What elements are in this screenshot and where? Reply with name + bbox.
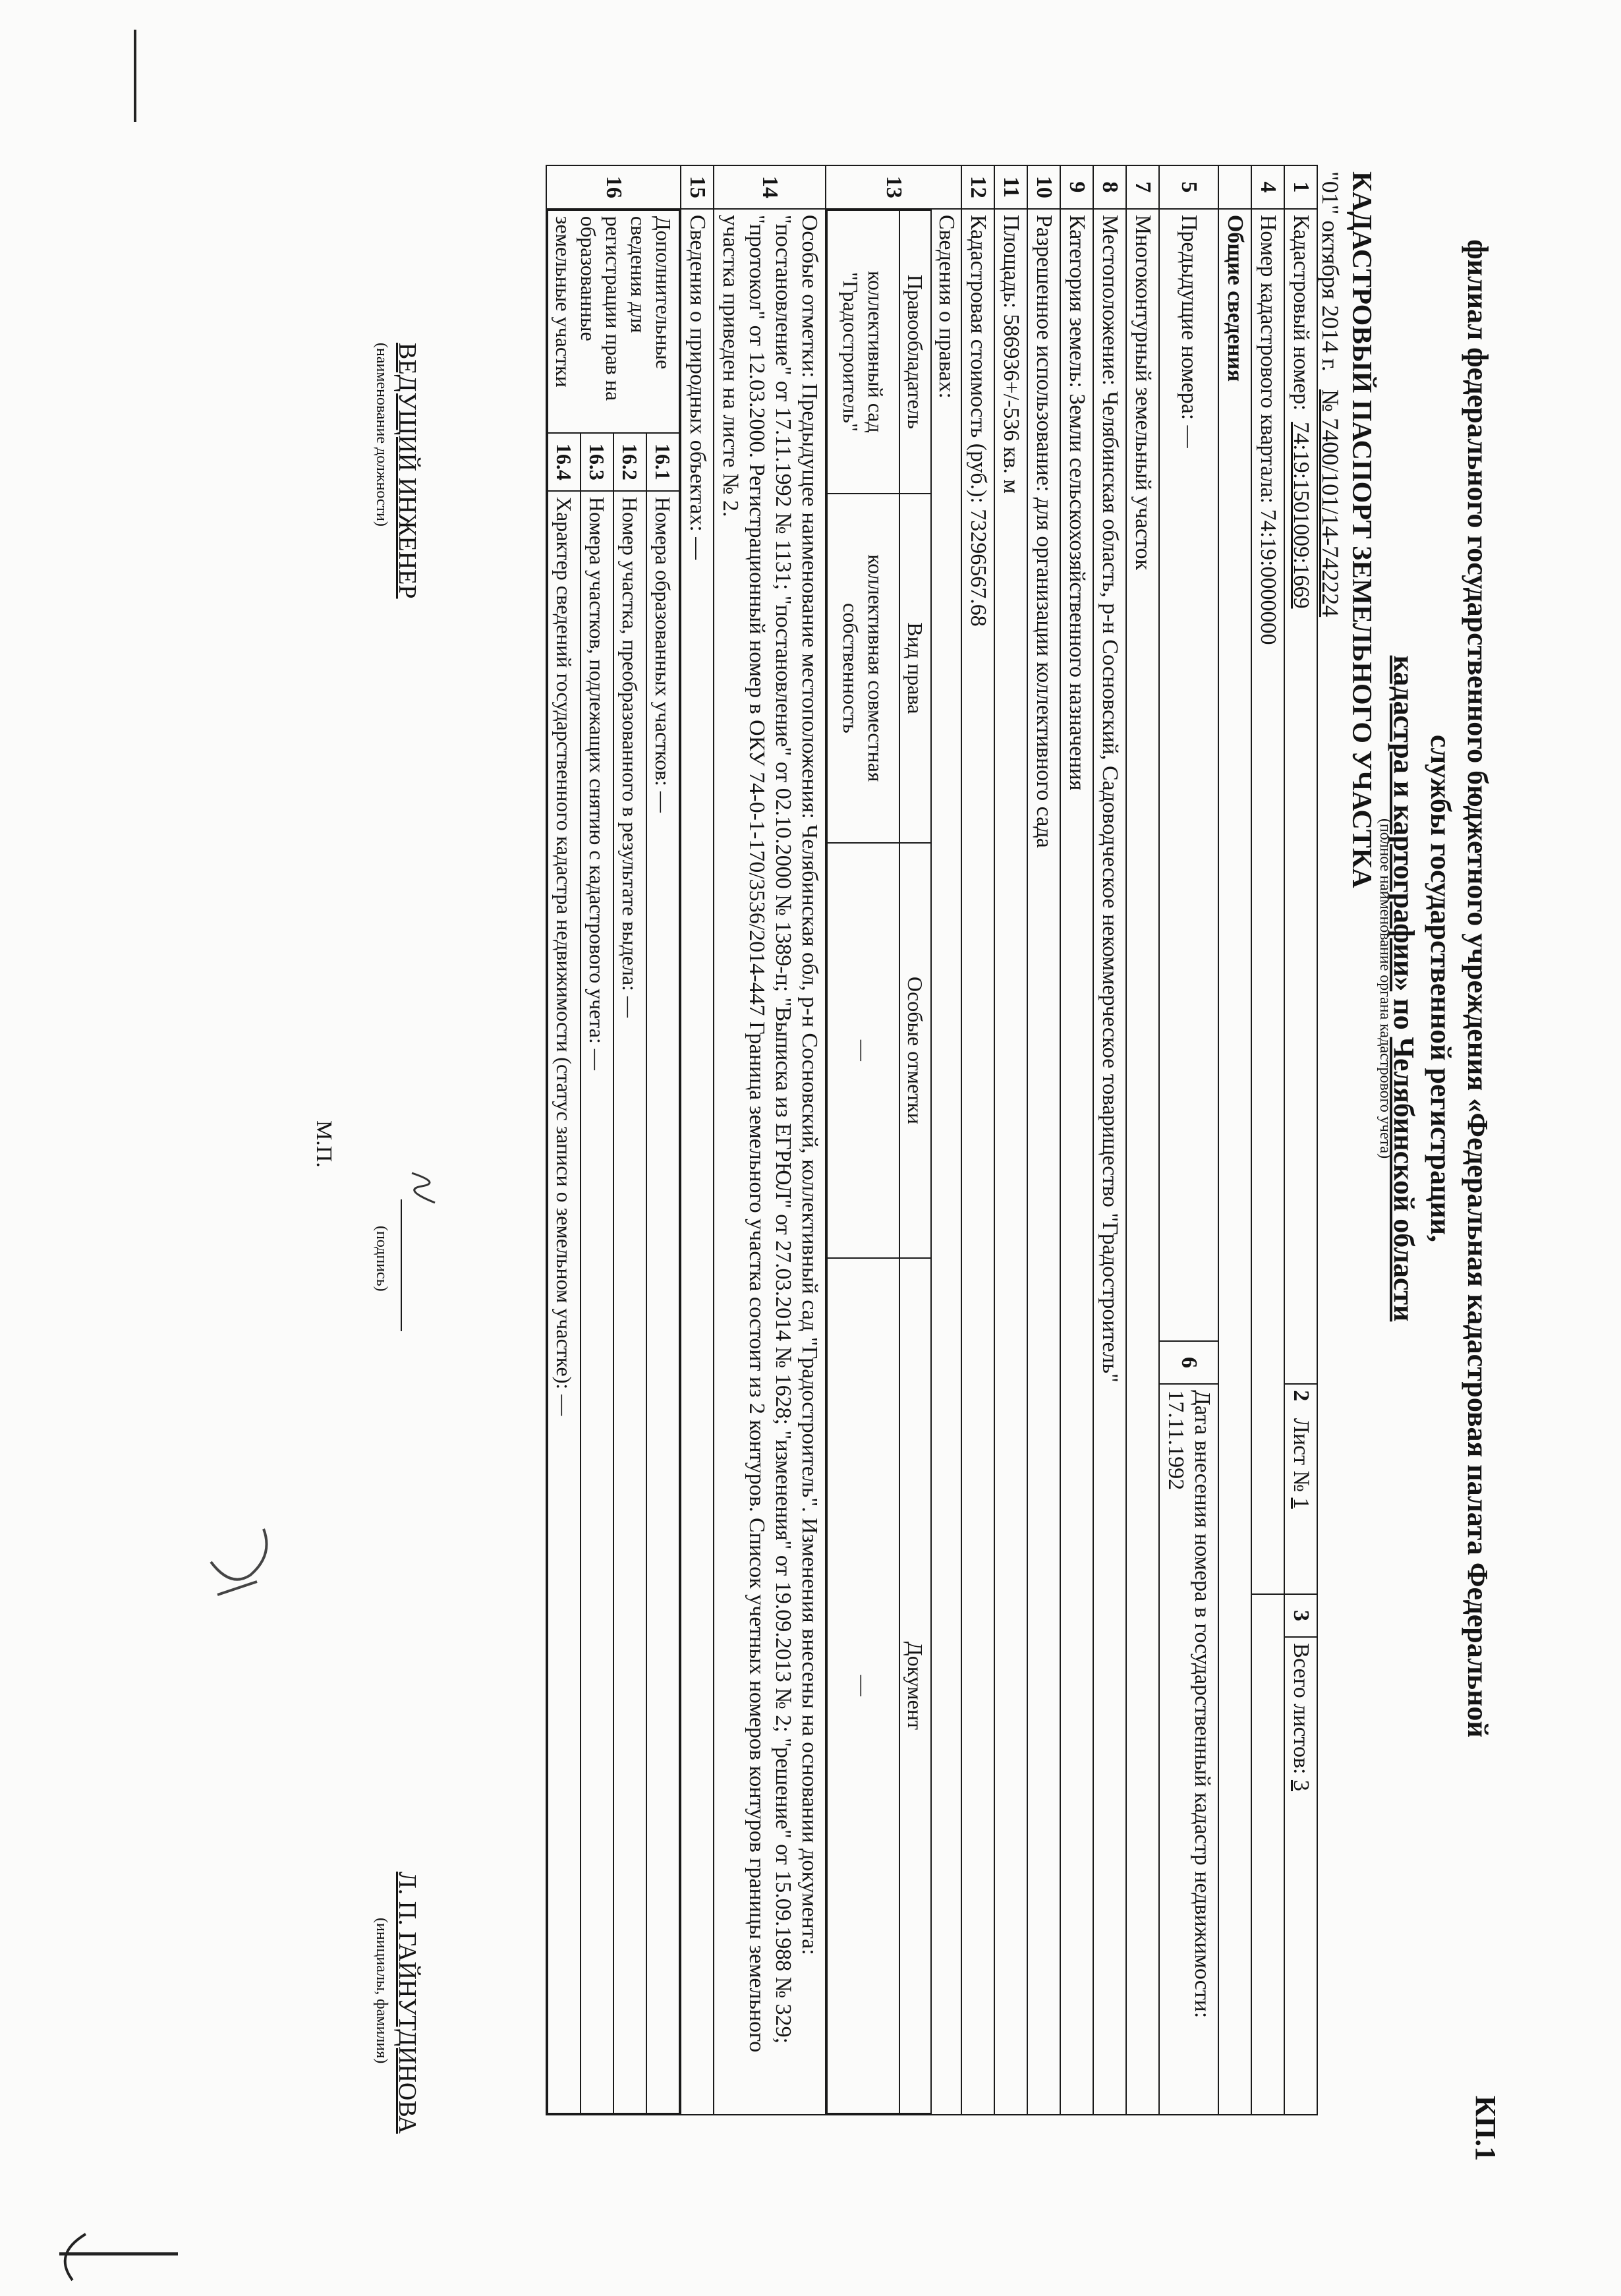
subrow-number: 16.2	[613, 433, 646, 491]
cadastral-number-value: 74:19:1501009:1669	[1289, 422, 1313, 609]
subrow-number: 16.1	[646, 433, 679, 491]
cadastral-number-cell	[1284, 209, 1317, 1385]
empty-cell	[1218, 165, 1251, 209]
subrow-label: Характер сведений государственного кадастра недвижимости (статус записи о земельном участке):	[552, 496, 576, 1390]
row-number: 11	[994, 165, 1027, 209]
rights-header: Документ	[899, 1258, 931, 2113]
previous-numbers	[1159, 209, 1218, 1341]
permitted-use: Разрешенное использование: для организации коллективного сада	[1027, 209, 1060, 2115]
cadastral-number-label: Кадастровый номер:	[1289, 214, 1313, 411]
dash: —	[1177, 425, 1201, 448]
sheet-value: 1	[1289, 1497, 1313, 1509]
row-number: 8	[1093, 165, 1126, 209]
table-row	[961, 165, 994, 2115]
subrow-text	[646, 491, 679, 2113]
table-row	[1060, 165, 1093, 2115]
table-row	[994, 165, 1027, 2115]
table-row	[1093, 165, 1126, 2115]
signature-scribble-icon	[402, 1166, 448, 1206]
previous-numbers-label: Предыдущие номера:	[1177, 214, 1201, 420]
total-sheets-cell	[1284, 1637, 1317, 2115]
natural-objects	[681, 209, 714, 2115]
subrow-number: 16.3	[581, 433, 613, 491]
table-row	[1284, 165, 1317, 2115]
table-row	[1251, 165, 1284, 2115]
quarter-number: Номер кадастрового квартала: 74:19:0000000	[1251, 209, 1284, 1594]
rights-header: Правообладатель	[899, 210, 931, 494]
dash: —	[552, 1394, 576, 1416]
row-number: 13	[826, 165, 961, 209]
special-notes: Особые отметки: Предыдущее наименование местоположения: Челябинская обл, р-н Сосновский, коллективный сад "Градостроитель". Изменения внесены на основании документа: "постановление" от 17.11.1992 № 1131; "постановление" от 02.10.2000 № 1389-п; "Выписка из ЕГРЮЛ" от 27.03.2014 № 1628; "изменения" от 19.09.2013 № 2; "решение" от 15.09.1988 № 329; "протокол" от 12.03.2000. Регистрационный номер в ОКУ 74-0-1-170/3536/2014-447 Граница земельного участка состоит из 2 контуров. Список учетных номеров контуров границы земельного участка приведен на листе № 2.	[714, 209, 826, 2115]
document-date	[1317, 171, 1344, 617]
subrow-text	[548, 491, 581, 2113]
dash: —	[618, 996, 642, 1018]
additional-info-table	[547, 210, 680, 2114]
row-number: 14	[714, 165, 826, 209]
subrow-label: Номер участка, преобразованного в результате выдела:	[618, 496, 642, 991]
sheet-number-cell	[1284, 1384, 1317, 1593]
signature-line	[401, 1199, 402, 1331]
signer-name-caption: (инициалы, фамилия)	[373, 1918, 390, 2064]
subrow-number: 16.4	[548, 433, 581, 491]
passport-table	[546, 165, 1318, 2115]
registration-date: Дата внесения номера в государственный кадастр недвижимости: 17.11.1992	[1159, 1384, 1218, 2115]
total-sheets-value: 3	[1289, 1779, 1313, 1791]
rights-cell	[826, 209, 961, 2115]
table-row	[1218, 165, 1251, 2115]
dash: —	[585, 1048, 609, 1070]
edge-mark-icon	[125, 26, 145, 125]
area: Площадь: 586936+/-536 кв. м	[994, 209, 1027, 2115]
table-row	[714, 165, 826, 2115]
multicontour-note: Многоконтурный земельный участок	[1126, 209, 1159, 2115]
row-number: 9	[1060, 165, 1093, 209]
location: Местоположение: Челябинская область, р-н Сосновский, Садоводческое некоммерческое товарищество "Градостроитель"	[1093, 209, 1126, 2115]
row-number: 5	[1159, 165, 1218, 209]
empty-cell	[1251, 1594, 1284, 2115]
subrow-label: Номера образованных участков:	[651, 496, 675, 786]
signer-position-caption: (наименование должности)	[373, 343, 390, 527]
stamp-place: М.П.	[312, 1120, 336, 1168]
dash: —	[685, 537, 710, 560]
right-type: коллективная совместная собственность	[827, 494, 899, 843]
sheet-label: Лист №	[1289, 1418, 1313, 1493]
rights-heading: Сведения о правах:	[934, 214, 959, 399]
row-number: 12	[961, 165, 994, 209]
rights-holder: коллективный сад "Градостроитель"	[827, 210, 899, 494]
signer-position: ВЕДУЩИЙ ИНЖЕНЕР	[393, 343, 421, 599]
table-row	[826, 165, 961, 2115]
agency-name	[1385, 198, 1496, 1779]
row-number: 4	[1251, 165, 1284, 209]
natural-objects-label: Сведения о природных объектах:	[685, 214, 710, 532]
row-number: 6	[1159, 1341, 1218, 1385]
row-number: 1	[1284, 165, 1317, 209]
binder-mark-icon	[53, 2227, 185, 2287]
additional-info-cell	[546, 209, 681, 2115]
handwritten-mark-icon	[198, 1516, 277, 1608]
total-sheets-label: Всего листов:	[1289, 1643, 1313, 1775]
doc-code: КП.1	[1469, 2096, 1502, 2162]
subrow-label: Номера участков, подлежащих снятию с кадастрового учета:	[585, 496, 609, 1044]
table-row	[681, 165, 714, 2115]
document-title: КАДАСТРОВЫЙ ПАСПОРТ ЗЕМЕЛЬНОГО УЧАСТКА	[1346, 171, 1377, 888]
signer-name: Л. П. ГАЙНУТДИНОВА	[393, 1872, 421, 2134]
row-number: 3	[1284, 1594, 1317, 1638]
agency-line-2a: кадастра и картографии»	[1388, 655, 1420, 992]
row-number: 2	[1289, 1390, 1313, 1402]
section-heading: Общие сведения	[1218, 209, 1251, 2115]
rights-notes: —	[827, 843, 899, 1258]
additional-info-label: Дополнительные сведения для регистрации прав на образованные земельные участки	[548, 210, 679, 433]
subrow-text	[613, 491, 646, 2113]
agency-caption: (полное наименование органа кадастрового учета)	[1377, 818, 1394, 1159]
cadastral-value: Кадастровая стоимость (руб.): 73296567.68	[961, 209, 994, 2115]
row-number: 15	[681, 165, 714, 209]
signature-caption: (подпись)	[373, 1226, 390, 1292]
agency-region: Челябинской области	[1388, 1037, 1420, 1322]
table-row	[1027, 165, 1060, 2115]
row-number: 10	[1027, 165, 1060, 209]
dash: —	[651, 791, 675, 813]
date-text: "01" октября 2014 г.	[1317, 171, 1344, 372]
agency-line-2b: по	[1388, 991, 1420, 1037]
rights-document: —	[827, 1258, 899, 2113]
rights-header: Вид права	[899, 494, 931, 843]
document-number: № 7400/101/14-742224	[1317, 389, 1344, 617]
row-number: 7	[1126, 165, 1159, 209]
table-row	[546, 165, 681, 2115]
table-row	[1126, 165, 1159, 2115]
rights-table	[826, 210, 932, 2114]
land-category: Категория земель: Земли сельскохозяйственного назначения	[1060, 209, 1093, 2115]
table-row	[1159, 165, 1218, 2115]
row-number: 16	[546, 165, 681, 209]
subrow-text	[581, 491, 613, 2113]
rights-header: Особые отметки	[899, 843, 931, 1258]
agency-line-1: филиал федерального государственного бюджетного учреждения «Федеральная кадастровая палата Федеральной службы государственной регистрации,	[1425, 239, 1494, 1738]
